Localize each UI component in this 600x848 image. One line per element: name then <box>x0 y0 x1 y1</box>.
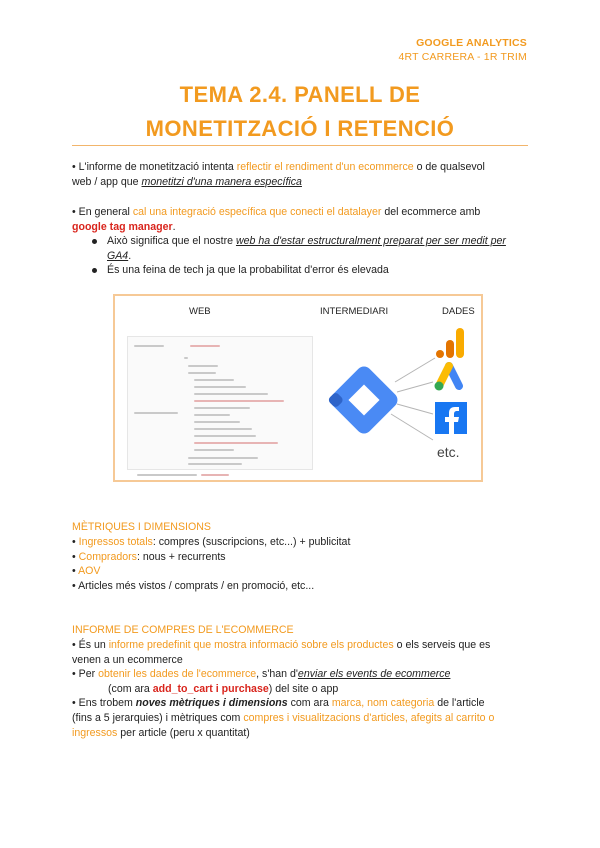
sub1-period: . <box>128 249 132 262</box>
header-course: GOOGLE ANALYTICS <box>416 37 527 49</box>
label-etc: etc. <box>437 444 460 460</box>
metric-total-revenue: Ingressos totals <box>78 536 153 548</box>
p2-text: • En general <box>72 206 133 218</box>
title-line-1: TEMA 2.4. PANELL DE <box>179 82 421 107</box>
p1-text-3: web / app que <box>72 175 142 188</box>
s2-emphasis: enviar els events de ecommerce <box>297 668 451 681</box>
p1-emphasis: monetitzi d'una manera específica <box>141 175 302 188</box>
p1-text-2: o de qualsevol <box>413 161 485 173</box>
google-ads-icon <box>435 366 460 391</box>
p2-text-2: del ecommerce amb <box>381 206 481 218</box>
s2-highlight-5: ingressos <box>72 726 118 739</box>
bullet-dot <box>92 268 97 273</box>
title-divider <box>72 145 528 146</box>
header-term: 4RT CARRERA - 1R TRIM <box>398 51 527 63</box>
google-tag-manager-icon <box>327 363 401 437</box>
sub1-emphasis: web ha d'estar estructuralment preparat per ser medit per <box>235 235 506 247</box>
p2-period: . <box>172 220 176 233</box>
s2-text-11: (fins a 5 jerarquies) i mètriques com <box>72 711 244 724</box>
bullet-dot <box>92 239 97 244</box>
metric-aov: AOV <box>78 565 101 578</box>
purchase-report-paragraph <box>72 638 528 740</box>
s2-text-5: , s'han d' <box>256 668 298 681</box>
s2-text-4: • Per <box>72 668 99 681</box>
intro-paragraph <box>72 160 528 189</box>
s2-text: • És un <box>72 639 109 651</box>
s2-text-7: ) del site o app <box>268 682 339 695</box>
metric-top-articles: Articles més vistos / comprats / en promoció, etc... <box>78 579 315 592</box>
sub1-text: Això significa que el nostre <box>107 235 236 247</box>
sub1-ga4: GA4 <box>107 249 129 262</box>
running-header <box>399 36 527 64</box>
page-title <box>72 78 528 146</box>
s2-text-10: de l'article <box>434 697 485 710</box>
p2-highlight: cal una integració específica que conecti el datalayer <box>132 206 382 218</box>
gtm-keyword: google tag manager <box>72 220 173 233</box>
s2-highlight-2: obtenir les dades de l'ecommerce <box>98 668 257 681</box>
metric-buyers-desc: : nous + recurrents <box>136 550 226 563</box>
connector-lines <box>391 358 435 440</box>
section-metrics-title: MÈTRIQUES I DIMENSIONS <box>72 521 211 533</box>
sub-bullet-2 <box>92 263 528 278</box>
s2-text-3: venen a un ecommerce <box>72 653 183 666</box>
s2-highlight-4: compres i visualitzacions d'articles, afegits al carrito o <box>243 711 495 724</box>
integration-paragraph <box>72 205 528 234</box>
metric-total-revenue-desc: : compres (suscripcions, etc...) + publicitat <box>152 536 351 548</box>
data-flow-diagram <box>113 294 483 482</box>
s2-highlight-1: informe predefinit que mostra informació sobre els productes <box>108 639 394 651</box>
s2-text-9: com ara <box>287 697 332 710</box>
label-dades: DADES <box>442 306 475 317</box>
label-intermediari: INTERMEDIARI <box>320 306 389 317</box>
google-analytics-icon <box>436 328 464 358</box>
s2-text-6: (com ara <box>108 682 153 695</box>
title-line-2: MONETITZACIÓ I RETENCIÓ <box>145 116 455 141</box>
metrics-list: • Ingressos totals: compres (suscripcions, etc...) + publicitat • Compradors: nous + recurrents • AOV • Articles més vistos / comprats / en promoció, etc... <box>72 536 351 592</box>
metric-buyers: Compradors <box>78 550 137 563</box>
events-keyword: add_to_cart i purchase <box>152 682 269 695</box>
sub2-text: És una feina de tech ja que la probabilitat d'error és elevada <box>107 264 389 276</box>
label-web: WEB <box>189 306 211 317</box>
section-purchase-report-title: INFORME DE COMPRES DE L'ECOMMERCE <box>72 624 294 636</box>
new-metrics-keyword: noves mètriques i dimensions <box>135 697 288 710</box>
s2-text-8: • Ens trobem <box>72 697 136 710</box>
s2-text-12: per article (peru x quantitat) <box>117 726 250 739</box>
p1-highlight: reflectir el rendiment d'un ecommerce <box>236 161 414 173</box>
facebook-icon <box>435 402 467 434</box>
p1-text: • L'informe de monetització intenta <box>72 161 237 173</box>
diagram-graphics <box>115 296 481 480</box>
s2-highlight-3: marca, nom categoria <box>331 697 435 710</box>
s2-text-2: o els serveis que es <box>393 639 491 651</box>
sub-bullet-1 <box>92 234 528 263</box>
